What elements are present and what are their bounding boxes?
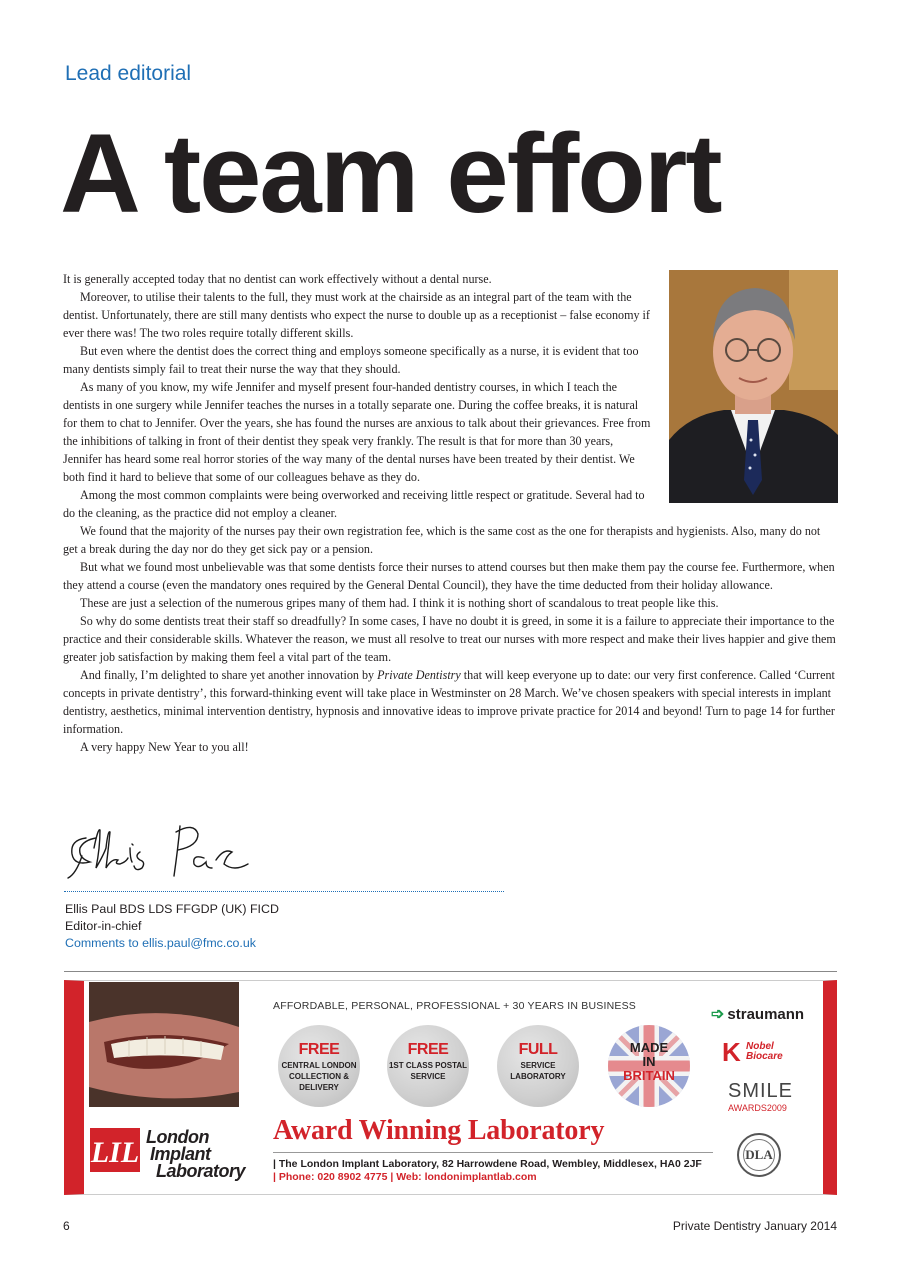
- badge-heading: FREE: [298, 1041, 340, 1058]
- smile-photo: [89, 982, 239, 1107]
- signature-block: [65, 901, 279, 952]
- smile-awards-year: AWARDS2009: [728, 1103, 787, 1113]
- nobel-wordmark: Nobel Biocare: [746, 1041, 783, 1062]
- lab-name: [146, 1129, 245, 1180]
- advertisement: [64, 980, 837, 1195]
- badge-full-service: [497, 1025, 579, 1107]
- paragraph: Moreover, to utilise their talents to the full, they must work at the chairside as an integral part of the team with the dentist. Unfortunately, there are still many dentists who expect the nurse to double up as a receptionist – false economy if ever there was! The two roles require totally different skills.: [63, 290, 650, 340]
- lab-name-line: Laboratory: [156, 1161, 246, 1181]
- made-in-britain-badge: [608, 1025, 690, 1107]
- straumann-wordmark: straumann: [727, 1006, 805, 1023]
- article-body: [63, 270, 838, 756]
- advert-rule: [64, 971, 837, 972]
- headline: A team effort: [60, 111, 721, 236]
- paragraph: As many of you know, my wife Jennifer and myself present four-handed dentistry courses, in which I teach the dentists in one surgery while Jennifer teaches the nurses in a totally separate one. During the coffee breaks, it is natural for them to chat to Jennifer. Over the years, she has found the nurses are anxious to talk about their grievances. Free from the inhibitions of talking in front of their dentist they speak very frankly. The result is that for more than 30 years, Jennifer has heard some real horror stories of the way many of the dental nurses have been treated by their dentist. We both find it hard to believe that some of our colleagues behave as they do.: [63, 380, 651, 484]
- badge-text: SERVICE LABORATORY: [510, 1061, 566, 1081]
- award-heading: Award Winning Laboratory: [273, 1115, 605, 1146]
- publication-name: Private Dentistry: [377, 668, 461, 682]
- editor-credentials: Ellis Paul BDS LDS FFGDP (UK) FICD: [65, 902, 279, 916]
- text-run: that will keep everyone up to date: our very first conference. Called ‘Current concepts in private dentistry’, this forward-thinking event will take place in Westminster on 28 March. We’ve chosen speakers with special interests in implant dentistry, aesthetics, minimal intervention dentistry, hypnosis and innovative ideas to improve private practice for 2014 and beyond! Turn to page 14 for further information.: [63, 668, 835, 736]
- award-rule: [273, 1152, 713, 1153]
- paragraph-final: [63, 666, 838, 738]
- badge-text: 1ST CLASS POSTAL SERVICE: [388, 1061, 468, 1081]
- paragraph: It is generally accepted today that no dentist can work effectively without a dental nurse.: [63, 272, 492, 286]
- britain-line-3: BRITAIN: [623, 1068, 675, 1083]
- smile-awards-logo: SMILE: [728, 1080, 794, 1102]
- lab-contact[interactable]: | Phone: 020 8902 4775 | Web: londonimplantlab.com: [273, 1171, 537, 1183]
- comments-email-link[interactable]: Comments to ellis.paul@fmc.co.uk: [65, 936, 256, 950]
- signature-rule: [64, 891, 504, 892]
- handwritten-signature: [64, 818, 254, 888]
- lab-address: | The London Implant Laboratory, 82 Harrowdene Road, Wembley, Middlesex, HA0 2JF: [273, 1158, 702, 1170]
- badge-free-postal: [387, 1025, 469, 1107]
- straumann-logo: [711, 1004, 804, 1024]
- paragraph: But even where the dentist does the correct thing and employs someone specifically as a nurse, it is evident that too many dentists simply fail to treat their nurse the way that they should.: [63, 344, 639, 376]
- footer-publication: Private Dentistry January 2014: [672, 1219, 837, 1233]
- straumann-mark-icon: ➩: [711, 1006, 725, 1023]
- badge-heading: FREE: [407, 1041, 449, 1058]
- lil-logo-text: LIL: [90, 1136, 140, 1169]
- badge-heading: FULL: [518, 1041, 558, 1058]
- closing-line: A very happy New Year to you all!: [80, 740, 249, 754]
- badge-free-delivery: [278, 1025, 360, 1107]
- editor-role: Editor-in-chief: [65, 919, 142, 933]
- seal-monogram: DLA: [745, 1147, 773, 1162]
- section-label: Lead editorial: [65, 62, 192, 85]
- advert-tagline: AFFORDABLE, PERSONAL, PROFESSIONAL + 30 YEARS IN BUSINESS: [273, 1000, 636, 1012]
- britain-line-2: IN: [642, 1054, 656, 1069]
- paragraph: But what we found most unbelievable was that some dentists force their nurses to attend courses but then make them pay the course fee. Furthermore, when they attend a course (even the mandatory ones required by the General Dental Council), they have the time deducted from their holiday allowance.: [63, 560, 835, 592]
- paragraph: These are just a selection of the numerous gripes many of them had. I think it is nothing short of scandalous to treat people like this.: [80, 596, 719, 610]
- nobel-biocare-logo: [722, 1038, 798, 1068]
- lil-logo-icon: [90, 1126, 140, 1176]
- association-seal: [737, 1133, 781, 1177]
- paragraph: So why do some dentists treat their staff so dreadfully? In some cases, I have no doubt it is greed, in some it is a failure to appreciate their importance to the practice and their considerable skills. Whatever the reason, we must all resolve to treat our nurses with more respect and make their lives happier and give them greater job satisfaction by making them feel a vital part of the team.: [63, 614, 836, 664]
- lab-name-line: London: [146, 1127, 209, 1147]
- lab-name-line: Implant: [150, 1144, 211, 1164]
- badge-text: CENTRAL LONDON COLLECTION & DELIVERY: [281, 1061, 357, 1092]
- paragraph: Among the most common complaints were being overworked and receiving little respect or gratitude. Several had to do the cleaning, as the practice did not employ a cleaner.: [63, 488, 645, 520]
- nobel-mark-icon: K: [722, 1037, 741, 1067]
- paragraph: We found that the majority of the nurses pay their own registration fee, which is the same cost as the one for therapists and hygienists. Also, many do not get a break during the day nor do they get sick pay or a pension.: [63, 524, 821, 556]
- text-run: And finally, I’m delighted to share yet another innovation by: [80, 668, 378, 682]
- britain-line-1: MADE: [629, 1040, 669, 1055]
- page-number: 6: [63, 1219, 70, 1233]
